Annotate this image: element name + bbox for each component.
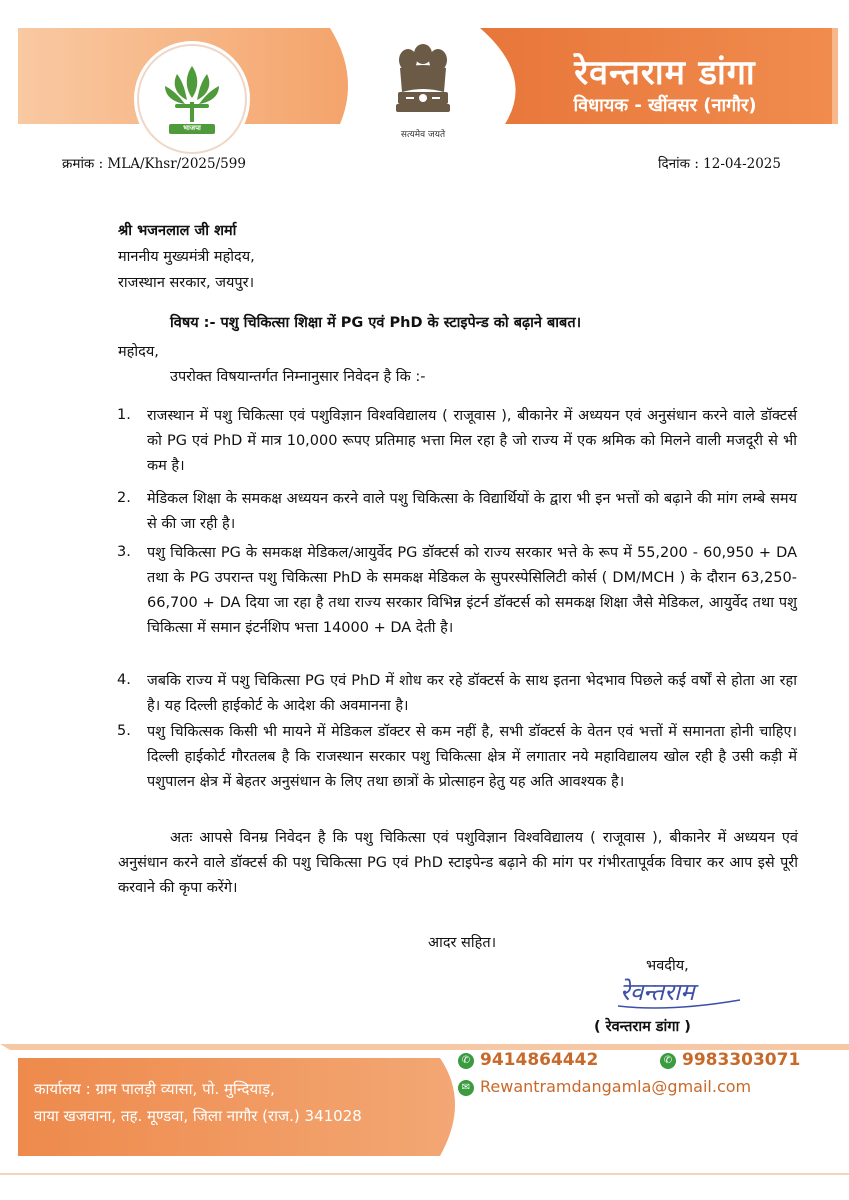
party-logo-text: भाजपा: [183, 124, 201, 132]
addressee-name: श्री भजनलाल जी शर्मा: [118, 223, 237, 239]
mla-designation: विधायक - खींवसर (नागौर): [573, 95, 757, 116]
signatory-name: ( रेवन्तराम डांगा ): [594, 1019, 691, 1035]
point-text: मेडिकल शिक्षा के समकक्ष अध्ययन करने वाले पशु चिकित्सा के विद्यार्थियों के द्वारा भी इन भत्तों को बढ़ाने की मांग लम्बे समय से की जा रही है।: [147, 491, 797, 532]
addressee-place: राजस्थान सरकार, जयपुर।: [118, 275, 255, 291]
reference-date: दिनांक : 12-04-2025: [658, 156, 781, 172]
intro-line: उपरोक्त विषयान्तर्गत निम्नानुसार निवेदन है कि :-: [170, 369, 426, 385]
point-text: जबकि राज्य में पशु चिकित्सा PG एवं PhD में शोध कर रहे डॉक्टर्स के साथ इतना भेदभाव पिछले कई वर्षों से होता आ रहा है। यह दिल्ली हाईकोर्ट के आदेश की अवमानना है।: [147, 673, 797, 714]
office-line-2: वाया खजवाना, तह. मूण्डवा, जिला नागौर (राज.) 341028: [34, 1107, 362, 1125]
regards: आदर सहित।: [428, 935, 497, 951]
email-address[interactable]: Rewantramdangamla@gmail.com: [480, 1077, 752, 1096]
whatsapp-icon: ✆: [458, 1053, 474, 1069]
closing: भवदीय,: [646, 958, 689, 974]
point-number: 5.: [117, 723, 131, 739]
email-icon: ✉: [458, 1080, 474, 1096]
conclusion-paragraph: [118, 826, 798, 901]
office-address: [34, 1076, 474, 1130]
point-number: 1.: [117, 407, 131, 423]
ashoka-emblem-icon: [386, 40, 460, 126]
signature-text: रेवन्तराम: [620, 978, 695, 1006]
salutation: महोदय,: [118, 344, 159, 360]
letter-subject: विषय :- पशु चिकित्सा शिक्षा में PG एवं PhD के स्टाइपेन्ड को बढ़ाने बाबत।: [170, 315, 582, 331]
phone-1[interactable]: 9414864442: [480, 1050, 599, 1070]
addressee-designation: माननीय मुख्यमंत्री महोदय,: [118, 249, 255, 265]
reference-number: क्रमांक : MLA/Khsr/2025/599: [62, 156, 246, 172]
point-number: 4.: [117, 672, 131, 688]
mla-name: रेवन्तराम डांगा: [574, 53, 756, 93]
point-number: 3.: [117, 544, 131, 560]
point-number: 2.: [117, 490, 131, 506]
point-text: पशु चिकित्सक किसी भी मायने में मेडिकल डॉक्टर से कम नहीं है, सभी डॉक्टर्स के वेतन एवं भत्तों में समानता होनी चाहिए। दिल्ली हाईकोर्ट गौरतलब है कि राजस्थान सरकार पशु चिकित्सा क्षेत्र में लगातार नये महाविद्यालय खोल रही है उसी कड़ी में पशुपालन क्षेत्र में बेहतर अनुसंधान के लिए तथा छात्रों के प्रोत्साहन हेतु यह अति आवश्यक है।: [147, 724, 797, 790]
office-line-1: कार्यालय : ग्राम पालड़ी व्यासा, पो. मुन्दियाड़,: [34, 1080, 275, 1098]
conclusion-text: अतः आपसे विनम्र निवेदन है कि पशु चिकित्सा एवं पशुविज्ञान विश्वविद्यालय ( राजूवास ), बीकानेर में अध्ययन एवं अनुसंधान करने वाले डॉक्टर्स की पशु चिकित्सा PG एवं PhD स्टाइपेन्ड बढ़ाने की मांग पर गंभीरतापूर्वक विचार कर आप इसे पूरी करवाने की कृपा करेंगे।: [118, 830, 798, 896]
point-text: पशु चिकित्सा PG के समकक्ष मेडिकल/आयुर्वेद PG डॉक्टर्स को राज्य सरकार भत्ते के रूप में 55,200 - 60,950 + DA तथा के PG उपरान्त पशु चिकित्सा PhD के समकक्ष मेडिकल के सुपरस्पेसिलिटी कोर्स ( DM/MCH ) के दौरान 63,250-66,700 + DA दिया जा रहा है तथा राज्य सरकार विभिन्न इंटर्न डॉक्टर्स को समकक्ष शिक्षा जैसे मेडिकल, आयुर्वेद तथा पशु चिकित्सा में समान इंटर्नशिप भत्ता 14000 + DA देती है।: [147, 545, 797, 636]
whatsapp-icon: ✆: [660, 1053, 676, 1069]
point-text: राजस्थान में पशु चिकित्सा एवं पशुविज्ञान विश्वविद्यालय ( राजूवास ), बीकानेर में अध्ययन एवं अनुसंधान करने वाले डॉक्टर्स को PG एवं PhD में मात्र 10,000 रूपए प्रतिमाह भत्ता मिल रहा है जो राज्य में एक श्रमिक को मिलने वाली मजदूरी से भी कम है।: [147, 408, 797, 474]
emblem-motto: सत्यमेव जयते: [400, 130, 446, 140]
party-logo: [137, 44, 247, 154]
phone-2[interactable]: 9983303071: [682, 1050, 801, 1070]
signature: [610, 970, 760, 1014]
